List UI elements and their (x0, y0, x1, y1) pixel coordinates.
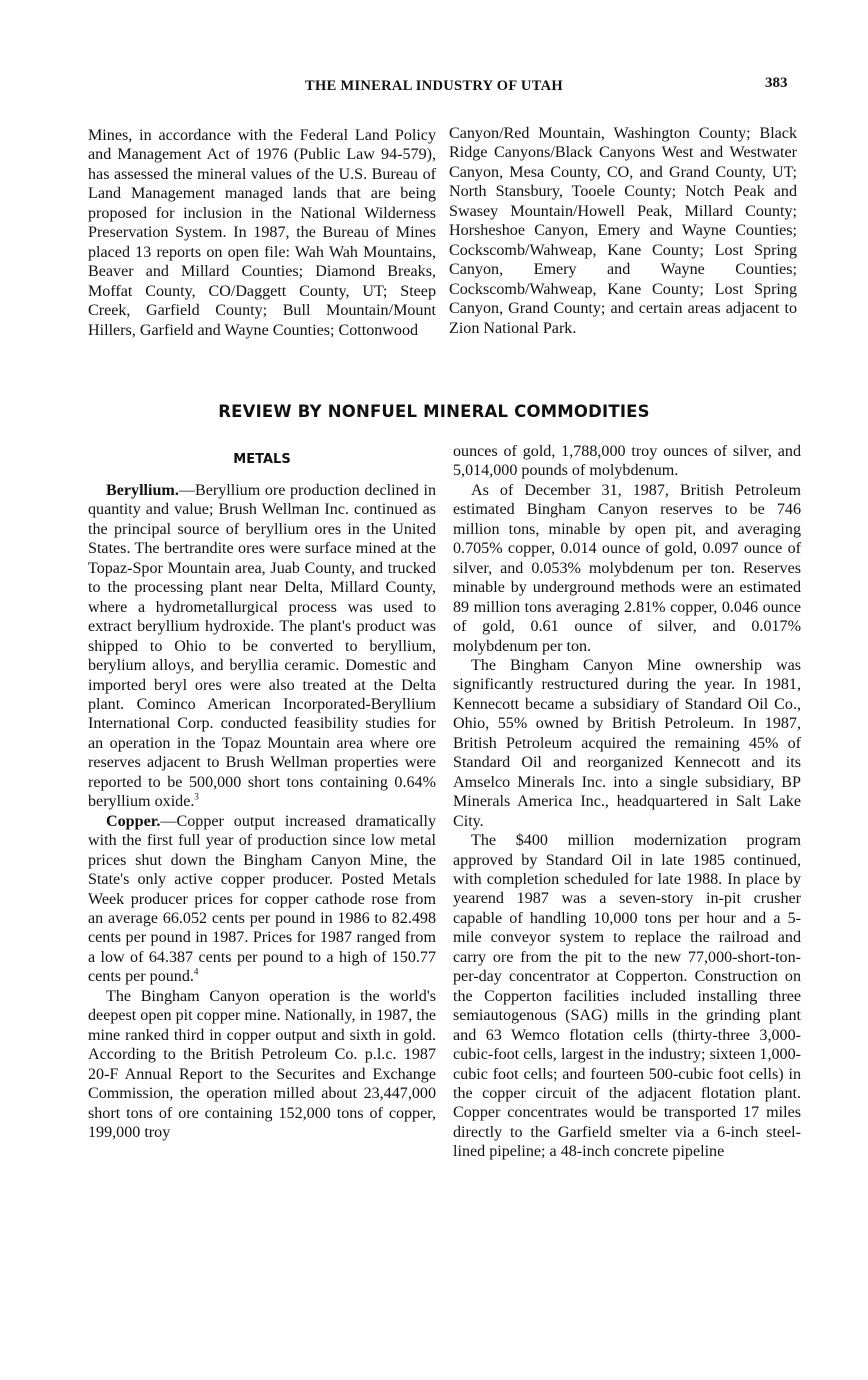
wilderness-paragraph-end: Canyon/Red Mountain, Washington County; Black Ridge Canyons/Black Canyons West and Westwater Canyon, Mesa County, CO, and Grand County, UT; North Stansbury, Tooele County; Notch Peak and Swasey Mountain/Howell Peak, Millard County; Horsheshoe Canyon, Emery and Wayne Counties; Cockscomb/Wahweap, Kane County; Lost Spring Canyon, Emery and Wayne Counties; Cockscomb/Wahweap, Kane County; Lost Spring Canyon, Grand County; and certain areas adjacent to Zion National Park. (449, 125, 797, 337)
bingham-paragraph: The Bingham Canyon operation is the world's deepest open pit copper mine. Nationally, in 1987, the mine ranked third in copper output and sixth in gold. According to the British Petroleum Co. p.l.c. 1987 20-F Annual Report to the Securites and Exchange Commission, the operation milled about 23,447,000 short tons of ore containing 152,000 tons of copper, 199,000 troy (88, 987, 437, 1141)
top-right-column (449, 124, 797, 338)
section-heading: REVIEW BY NONFUEL MINERAL COMMODITIES (218, 402, 650, 421)
right-column (453, 442, 801, 1162)
production-continuation: ounces of gold, 1,788,000 troy ounces of silver, and 5,014,000 pounds of molybdenum. (453, 443, 801, 480)
wilderness-paragraph-start: Mines, in accordance with the Federal Land Policy and Management Act of 1976 (Public Law 94-579), has assessed the mineral values of the U.S. Bureau of Land Management managed lands that are being proposed for inclusion in the National Wilderness Preservation System. In 1987, the Bureau of Mines placed 13 reports on open file: Wah Wah Mountains, Beaver and Millard Counties; Diamond Breaks, Moffat County, CO/Daggett County, UT; Steep Creek, Garfield County; Bull Mountain/Mount Hillers, Garfield and Wayne Counties; Cottonwood (88, 127, 436, 339)
running-head: THE MINERAL INDUSTRY OF UTAH (305, 78, 563, 94)
copper-lead: Copper. (106, 812, 161, 830)
beryllium-text: —Beryllium ore production declined in quantity and value; Brush Wellman Inc. continued as the principal source of beryllium ores in the United States. The bertrandite ores were surface mined at the Topaz-Spor Mountain area, Juab County, and trucked to the processing plant near Delta, Millard County, where a hydrometallurgical process was used to extract beryllium hydroxide. The plant's product was shipped to Ohio to be converted to beryllium, berylium alloys, and beryllia ceramic. Domestic and imported beryl ores were also treated at the Delta plant. Cominco American Incorporated-Beryllium International Corp. conducted feasibility studies for an operation in the Topaz Mountain area where ore reserves adjacent to Brush Wellman properties were reported to be 500,000 short tons containing 0.64% beryllium oxide. (88, 482, 436, 811)
copper-paragraph (88, 812, 436, 987)
modernization-paragraph: The $400 million modernization program approved by Standard Oil in late 1985 continued, with completion scheduled for late 1988. In place by yearend 1987 was a seven-story in-pit crusher capable of handling 10,000 tons per hour and a 5-mile conveyor system to replace the railroad and carry ore from the pit to the new 77,000-short-ton-per-day concentrator at Copperton. Construction on the Copperton facilities included installing three semiautogenous (SAG) mills in the grinding plant and 63 Wemco flotation cells (thirty-three 3,000-cubic-foot cells, largest in the industry; sixteen 1,000-cubic foot cells; and fourteen 500-cubic foot cells) in the copper circuit of the adjacent flotation plant. Copper concentrates would be transported 17 miles directly to the Garfield smelter via a 6-inch steel-lined pipeline; a 48-inch concrete pipeline (453, 832, 801, 1161)
reserves-paragraph: As of December 31, 1987, British Petroleum estimated Bingham Canyon reserves to be 746 million tons, minable by open pit, and averaging 0.705% copper, 0.014 ounce of gold, 0.097 ounce of silver, and 0.053% molybdenum per ton. Reserves minable by underground methods were an estimated 89 million tons averaging 2.81% copper, 0.046 ounce of gold, 0.61 ounce of silver, and 0.017% molybdenum per ton. (453, 481, 801, 655)
beryllium-paragraph (88, 481, 436, 812)
top-left-column (88, 126, 436, 340)
page-number: 383 (765, 75, 788, 91)
footnote-ref-3: 3 (194, 791, 199, 802)
beryllium-lead: Beryllium. (106, 482, 179, 499)
left-column (88, 481, 436, 1142)
ownership-paragraph: The Bingham Canyon Mine ownership was significantly restructured during the year. In 1981, Kennecott became a subsidiary of Standard Oil Co., Ohio, 55% owned by British Petroleum. In 1987, British Petroleum acquired the remaining 45% of Standard Oil and reorganized Kennecott and its Amselco Minerals Inc. into a single subsidiary, BP Minerals America Inc., headquartered in Salt Lake City. (453, 656, 801, 830)
copper-text: —Copper output increased dramatically with the first full year of production since low metal prices shut down the Bingham Canyon Mine, the State's only active copper producer. Posted Metals Week producer prices for copper cathode rose from an average 66.052 cents per pound in 1986 to 82.498 cents per pound in 1987. Prices for 1987 ranged from a low of 64.387 cents per pound to a high of 150.77 cents per pound. (88, 812, 436, 986)
footnote-ref-4: 4 (193, 966, 199, 977)
metals-subheading: METALS (233, 452, 291, 467)
